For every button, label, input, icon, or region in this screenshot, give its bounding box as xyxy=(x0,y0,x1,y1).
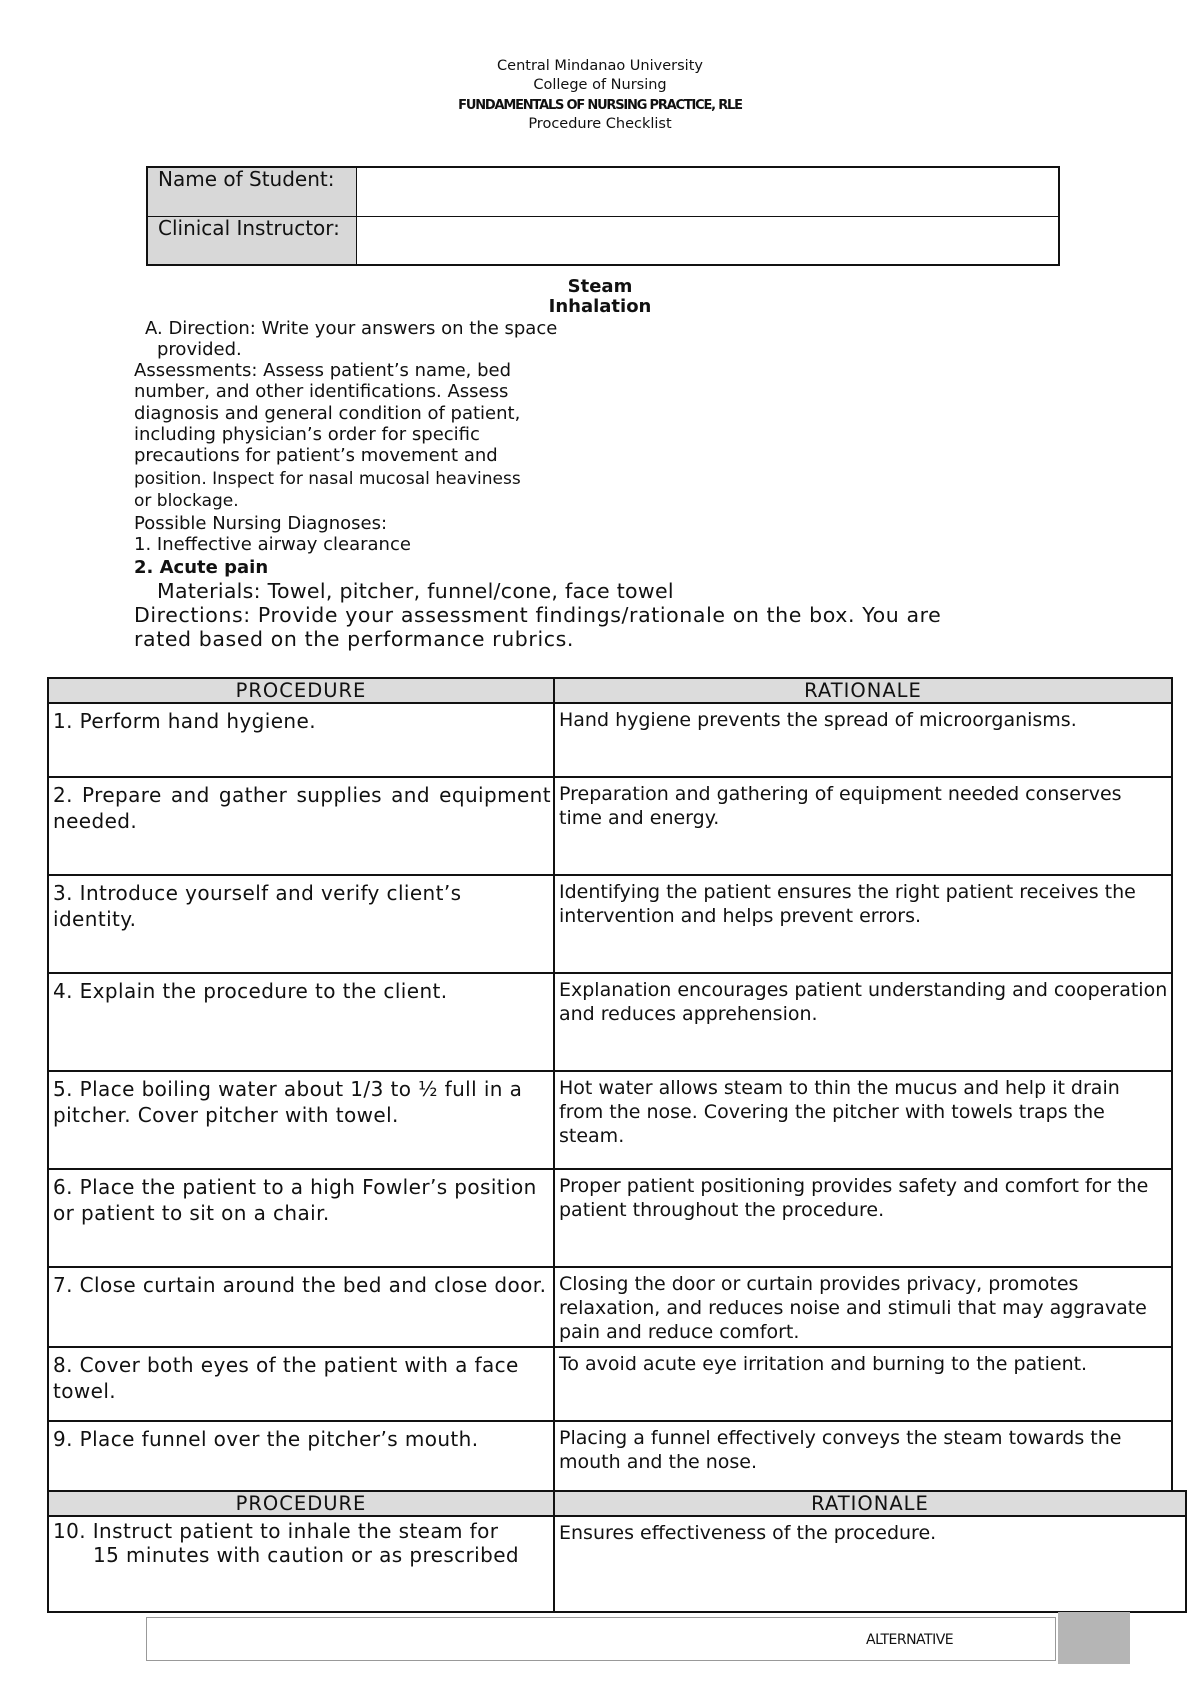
procedure-10-line1: 10. Instruct patient to inhale the steam for xyxy=(53,1519,499,1543)
procedure-title-line2: Inhalation xyxy=(548,296,652,317)
course-title-text: FUNDAMENTALS OF NURSING PRACTICE, RLE xyxy=(458,98,742,113)
procedure-header: PROCEDURE xyxy=(48,1491,554,1516)
procedure-cell: 3. Introduce yourself and verify client’s identity. xyxy=(48,875,554,973)
clinical-instructor-field[interactable] xyxy=(357,216,1060,265)
procedure-cell: 4. Explain the procedure to the client. xyxy=(48,973,554,1071)
rationale-cell[interactable]: Closing the door or curtain provides privacy, promotes relaxation, and reduces noise and stimuli that may aggravate pain and reduce comfort. xyxy=(554,1267,1172,1347)
procedure-table xyxy=(47,677,1173,1494)
rationale-cell[interactable]: Identifying the patient ensures the right patient receives the intervention and helps prevent errors. xyxy=(554,875,1172,973)
procedure-title xyxy=(0,277,1200,317)
table-row xyxy=(48,1421,1172,1493)
table-row xyxy=(48,875,1172,973)
procedure-cell: 1. Perform hand hygiene. xyxy=(48,703,554,777)
name-of-student-label: Name of Student: xyxy=(147,167,357,216)
assessment-line-3: diagnosis and general condition of patient, xyxy=(134,403,521,424)
university-name: Central Mindanao University xyxy=(497,58,703,74)
rationale-header: RATIONALE xyxy=(554,678,1172,703)
rationale-cell[interactable]: Hand hygiene prevents the spread of microorganisms. xyxy=(554,703,1172,777)
directions-line-2: rated based on the performance rubrics. xyxy=(134,627,575,651)
footer-gray-block xyxy=(1058,1612,1130,1664)
rationale-cell[interactable]: Ensures effectiveness of the procedure. xyxy=(554,1516,1186,1612)
rationale-header: RATIONALE xyxy=(554,1491,1186,1516)
procedure-title-line1: Steam xyxy=(567,276,633,297)
table-row xyxy=(48,1169,1172,1267)
nursing-diagnoses-label: Possible Nursing Diagnoses: xyxy=(134,513,388,534)
table-row xyxy=(48,1267,1172,1347)
materials: Materials: Towel, pitcher, funnel/cone, face towel xyxy=(157,579,674,603)
procedure-10-line2: 15 minutes with caution or as prescribed xyxy=(93,1543,520,1567)
clinical-instructor-label: Clinical Instructor: xyxy=(147,216,357,265)
procedure-header: PROCEDURE xyxy=(48,678,554,703)
student-info-table xyxy=(146,166,1060,266)
table-row xyxy=(48,777,1172,875)
assessment-line-6: position. Inspect for nasal mucosal heaviness xyxy=(134,469,521,489)
table-row xyxy=(48,703,1172,777)
diagnosis-1: 1. Ineffective airway clearance xyxy=(134,534,411,555)
procedure-cell: 7. Close curtain around the bed and close door. xyxy=(48,1267,554,1347)
directions-line-1: Directions: Provide your assessment findings/rationale on the box. You are xyxy=(134,603,942,627)
procedure-table-continued xyxy=(47,1490,1187,1613)
direction-a-cont: provided. xyxy=(157,339,242,360)
procedure-cell: 8. Cover both eyes of the patient with a face towel. xyxy=(48,1347,554,1421)
rationale-cell[interactable]: To avoid acute eye irritation and burning to the patient. xyxy=(554,1347,1172,1421)
name-of-student-field[interactable] xyxy=(357,167,1060,216)
procedure-cell xyxy=(48,1516,554,1612)
table-row xyxy=(48,973,1172,1071)
procedure-cell: 6. Place the patient to a high Fowler’s position or patient to sit on a chair. xyxy=(48,1169,554,1267)
course-title xyxy=(0,96,1200,115)
table-row xyxy=(48,1516,1186,1612)
college-name: College of Nursing xyxy=(533,77,667,93)
document-type: Procedure Checklist xyxy=(528,116,672,132)
procedure-cell: 9. Place funnel over the pitcher’s mouth. xyxy=(48,1421,554,1493)
procedure-cell: 2. Prepare and gather supplies and equipment needed. xyxy=(48,777,554,875)
table-row xyxy=(48,1071,1172,1169)
footer-label: ALTERNATIVE xyxy=(866,1632,954,1648)
diagnosis-2: 2. Acute pain xyxy=(134,557,269,578)
assessment-line-4: including physician’s order for specific xyxy=(134,424,480,445)
rationale-cell[interactable]: Placing a funnel effectively conveys the steam towards the mouth and the nose. xyxy=(554,1421,1172,1493)
assessment-line-1: Assessments: Assess patient’s name, bed xyxy=(134,360,512,381)
procedure-cell: 5. Place boiling water about 1/3 to ½ full in a pitcher. Cover pitcher with towel. xyxy=(48,1071,554,1169)
assessment-line-7: or blockage. xyxy=(134,491,239,511)
rationale-cell[interactable]: Proper patient positioning provides safety and comfort for the patient throughout the procedure. xyxy=(554,1169,1172,1267)
assessment-line-5: precautions for patient’s movement and xyxy=(134,445,498,466)
rationale-cell[interactable]: Explanation encourages patient understanding and cooperation and reduces apprehension. xyxy=(554,973,1172,1071)
direction-a: A. Direction: Write your answers on the space xyxy=(145,318,558,339)
rationale-cell[interactable]: Hot water allows steam to thin the mucus and help it drain from the nose. Covering the pitcher with towels traps the steam. xyxy=(554,1071,1172,1169)
rationale-cell[interactable]: Preparation and gathering of equipment needed conserves time and energy. xyxy=(554,777,1172,875)
table-row xyxy=(48,1347,1172,1421)
assessment-line-2: number, and other identifications. Assess xyxy=(134,381,509,402)
